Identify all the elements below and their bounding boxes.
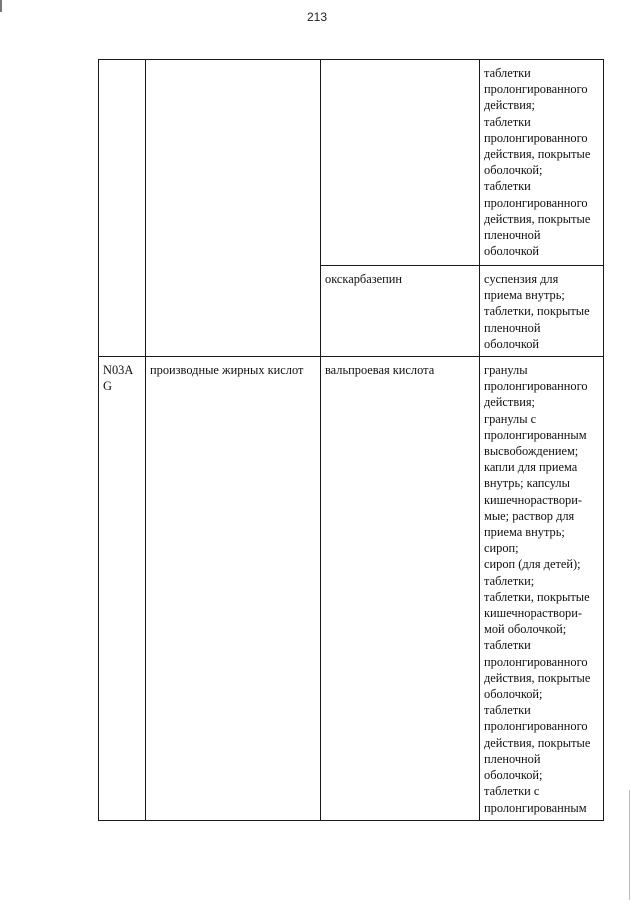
substance-cell: окскарбазепин [321,266,480,357]
dosage-form-line: пролонгированного [484,82,588,97]
dosage-form-line: таблетки [484,179,531,194]
dosage-form-line: таблетки с [484,784,540,799]
atc-code-cell [99,60,146,357]
dosage-forms-cell [480,60,604,266]
dosage-form-line: пролонгированного [484,719,588,734]
dosage-form-line: оболочкой [484,336,540,351]
table-row [99,60,604,266]
dosage-form-line: сироп (для детей); [484,557,581,572]
dosage-form-line: оболочкой; [484,687,543,702]
substance-cell [321,60,480,266]
table-row [99,357,604,821]
substance-cell: вальпроевая кислота [321,357,480,821]
dosage-form-line: мые; раствор для [484,508,575,523]
dosage-form-line: гранулы [484,363,528,378]
dosage-form-line: гранулы с [484,411,537,426]
dosage-form-line: сироп; [484,541,519,556]
dosage-form-line: действия; [484,98,535,113]
dosage-form-line: приема внутрь; [484,525,565,540]
dosage-form-line: пролонгированного [484,130,588,145]
group-cell [146,60,321,357]
dosage-form-line: пролонгированным [484,800,587,815]
dosage-form-line: оболочкой; [484,163,543,178]
dosage-form-line: суспензия для [484,272,559,286]
dosage-form-line: пролонгированным [484,427,587,442]
atc-code-cell [99,357,146,821]
dosage-form-line: мой оболочкой; [484,622,567,637]
dosage-form-line: действия; [484,395,535,410]
dosage-form-line: оболочкой [484,244,540,259]
dosage-form-line: таблетки, покрытые [484,304,590,319]
dosage-form-line: действия, покрытые [484,735,591,750]
dosage-form-line: пролонгированного [484,379,588,394]
dosage-form-line: приема внутрь; [484,288,565,303]
page-number: 213 [306,10,328,24]
dosage-form-line: действия, покрытые [484,211,591,226]
atc-code-line: N03A [103,363,134,378]
dosage-form-line: таблетки, покрытые [484,589,590,604]
dosage-form-line: действия, покрытые [484,670,591,685]
dosage-form-line: пленочной [484,228,541,243]
dosage-forms-cell [480,266,604,357]
dosage-form-line: пленочной [484,320,541,335]
dosage-forms-cell [480,357,604,821]
dosage-form-line: высвобождением; [484,444,579,459]
drug-table [98,59,604,821]
atc-code-line: G [103,379,112,394]
group-cell: производные жирных кислот [146,357,321,821]
dosage-form-line: таблетки; [484,573,535,588]
dosage-form-line: пленочной [484,751,541,766]
scan-edge-mark [629,790,630,900]
dosage-form-line: пролонгированного [484,195,588,210]
dosage-form-line: таблетки [484,114,531,129]
dosage-form-line: таблетки [484,66,531,80]
dosage-form-line: кишечнораствори- [484,606,582,621]
dosage-form-line: кишечнораствори- [484,492,582,507]
dosage-form-line: таблетки [484,703,531,718]
dosage-form-line: действия, покрытые [484,147,591,162]
dosage-form-line: внутрь; капсулы [484,476,570,491]
dosage-form-line: таблетки [484,638,531,653]
dosage-form-line: капли для приема [484,460,578,475]
dosage-form-line: пролонгированного [484,654,588,669]
dosage-form-line: оболочкой; [484,768,543,783]
